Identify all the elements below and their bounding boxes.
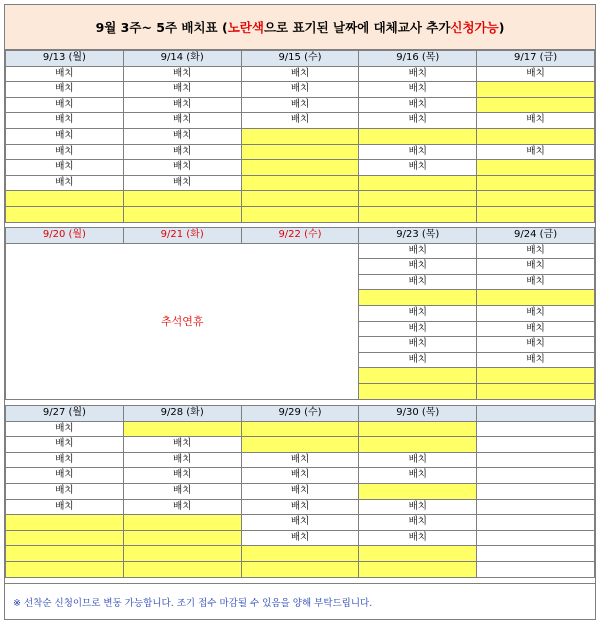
day-header: 9/24 (금) <box>477 228 595 244</box>
table-row <box>6 97 595 113</box>
header-row <box>6 228 595 244</box>
schedule-cell: 배치 <box>241 515 359 531</box>
schedule-cell: 배치 <box>359 337 477 353</box>
open-slot-cell <box>477 383 595 399</box>
schedule-cell <box>477 483 595 499</box>
day-header: 9/21 (화) <box>123 228 241 244</box>
schedule-cell: 배치 <box>359 243 477 259</box>
schedule-cell: 배치 <box>477 113 595 129</box>
schedule-cell: 배치 <box>6 82 124 98</box>
schedule-cell: 배치 <box>123 452 241 468</box>
schedule-cell: 배치 <box>123 82 241 98</box>
open-slot-cell <box>359 128 477 144</box>
open-slot-cell <box>241 144 359 160</box>
schedule-cell: 배치 <box>359 97 477 113</box>
open-slot-cell <box>477 160 595 176</box>
schedule-cell: 배치 <box>123 144 241 160</box>
schedule-cell: 배치 <box>241 113 359 129</box>
schedule-cell: 배치 <box>359 82 477 98</box>
day-header: 9/22 (수) <box>241 228 359 244</box>
day-header: 9/30 (목) <box>359 406 477 422</box>
open-slot-cell <box>241 421 359 437</box>
schedule-cell: 배치 <box>241 468 359 484</box>
open-slot-cell <box>359 191 477 207</box>
footer-notice: ※ 선착순 신청이므로 변동 가능합니다. 조기 접수 마감될 수 있음을 양해 부탁드립니다. <box>5 583 595 619</box>
table-row <box>6 530 595 546</box>
schedule-cell: 배치 <box>359 305 477 321</box>
schedule-cell: 배치 <box>6 499 124 515</box>
open-slot-cell <box>359 290 477 306</box>
title-highlight: 노란색 <box>227 20 264 35</box>
schedule-cell: 배치 <box>6 483 124 499</box>
week-1-table <box>5 50 595 223</box>
schedule-cell: 배치 <box>123 128 241 144</box>
open-slot-cell <box>477 191 595 207</box>
schedule-cell: 배치 <box>241 530 359 546</box>
table-row <box>6 499 595 515</box>
open-slot-cell <box>359 421 477 437</box>
table-row <box>6 191 595 207</box>
schedule-cell <box>477 546 595 562</box>
schedule-cell: 배치 <box>123 113 241 129</box>
schedule-cell: 배치 <box>241 82 359 98</box>
table-row <box>6 483 595 499</box>
schedule-cell: 배치 <box>123 483 241 499</box>
schedule-cell: 배치 <box>241 97 359 113</box>
schedule-cell <box>477 421 595 437</box>
table-row <box>6 546 595 562</box>
open-slot-cell <box>359 206 477 222</box>
day-header: 9/28 (화) <box>123 406 241 422</box>
open-slot-cell <box>477 128 595 144</box>
open-slot-cell <box>241 191 359 207</box>
schedule-cell: 배치 <box>359 352 477 368</box>
day-header: 9/17 (금) <box>477 51 595 67</box>
schedule-cell: 배치 <box>123 437 241 453</box>
open-slot-cell <box>6 515 124 531</box>
day-header: 9/29 (수) <box>241 406 359 422</box>
schedule-cell: 배치 <box>6 160 124 176</box>
table-row <box>6 66 595 82</box>
schedule-cell: 배치 <box>6 468 124 484</box>
schedule-cell: 배치 <box>359 468 477 484</box>
open-slot-cell <box>6 530 124 546</box>
schedule-cell: 배치 <box>123 160 241 176</box>
open-slot-cell <box>477 206 595 222</box>
open-slot-cell <box>241 437 359 453</box>
schedule-cell: 배치 <box>359 530 477 546</box>
table-row <box>6 421 595 437</box>
table-row <box>6 206 595 222</box>
schedule-cell: 배치 <box>241 483 359 499</box>
open-slot-cell <box>359 383 477 399</box>
open-slot-cell <box>123 561 241 577</box>
open-slot-cell <box>359 175 477 191</box>
table-row <box>6 128 595 144</box>
week-3-table <box>5 405 595 578</box>
schedule-cell: 배치 <box>241 452 359 468</box>
schedule-cell: 배치 <box>477 352 595 368</box>
schedule-cell <box>477 468 595 484</box>
schedule-cell <box>477 515 595 531</box>
day-header: 9/27 (월) <box>6 406 124 422</box>
open-slot-cell <box>6 191 124 207</box>
open-slot-cell <box>359 483 477 499</box>
table-row <box>6 515 595 531</box>
open-slot-cell <box>359 368 477 384</box>
day-header: 9/13 (월) <box>6 51 124 67</box>
schedule-cell: 배치 <box>123 499 241 515</box>
day-header: 9/20 (월) <box>6 228 124 244</box>
schedule-cell: 배치 <box>477 66 595 82</box>
schedule-title <box>5 5 595 50</box>
table-row <box>6 243 595 259</box>
schedule-cell: 배치 <box>6 452 124 468</box>
table-row <box>6 437 595 453</box>
open-slot-cell <box>241 206 359 222</box>
schedule-cell: 배치 <box>477 144 595 160</box>
day-header: 9/14 (화) <box>123 51 241 67</box>
day-header: 9/23 (목) <box>359 228 477 244</box>
open-slot-cell <box>123 546 241 562</box>
open-slot-cell <box>123 191 241 207</box>
day-header: 9/16 (목) <box>359 51 477 67</box>
schedule-cell: 배치 <box>477 259 595 275</box>
open-slot-cell <box>477 97 595 113</box>
schedule-cell: 배치 <box>359 499 477 515</box>
schedule-cell: 배치 <box>6 144 124 160</box>
schedule-cell: 배치 <box>477 243 595 259</box>
schedule-cell: 배치 <box>359 113 477 129</box>
table-row <box>6 175 595 191</box>
schedule-cell <box>477 530 595 546</box>
open-slot-cell <box>241 128 359 144</box>
open-slot-cell <box>359 437 477 453</box>
open-slot-cell <box>6 561 124 577</box>
open-slot-cell <box>6 546 124 562</box>
schedule-cell: 배치 <box>6 175 124 191</box>
table-row <box>6 113 595 129</box>
schedule-cell: 배치 <box>123 175 241 191</box>
open-slot-cell <box>241 546 359 562</box>
schedule-cell: 배치 <box>359 321 477 337</box>
schedule-frame <box>4 4 596 620</box>
title-middle: 으로 표기된 날짜에 대체교사 추가 <box>263 20 451 35</box>
schedule-cell: 배치 <box>123 66 241 82</box>
schedule-cell: 배치 <box>123 468 241 484</box>
open-slot-cell <box>123 421 241 437</box>
open-slot-cell <box>359 561 477 577</box>
open-slot-cell <box>241 160 359 176</box>
week-2-table <box>5 227 595 400</box>
schedule-cell: 배치 <box>6 421 124 437</box>
schedule-cell: 배치 <box>359 274 477 290</box>
title-apply: 신청가능 <box>450 20 499 35</box>
open-slot-cell <box>241 175 359 191</box>
table-row <box>6 82 595 98</box>
open-slot-cell <box>123 515 241 531</box>
table-row <box>6 452 595 468</box>
header-row <box>6 51 595 67</box>
schedule-cell: 배치 <box>359 515 477 531</box>
open-slot-cell <box>477 368 595 384</box>
day-header: 9/15 (수) <box>241 51 359 67</box>
open-slot-cell <box>6 206 124 222</box>
schedule-cell: 배치 <box>359 259 477 275</box>
title-close: ) <box>498 19 505 35</box>
open-slot-cell <box>477 175 595 191</box>
schedule-cell: 배치 <box>241 499 359 515</box>
schedule-cell: 배치 <box>359 66 477 82</box>
holiday-closure-cell: 추석연휴 <box>6 243 359 399</box>
schedule-cell <box>477 437 595 453</box>
table-row <box>6 468 595 484</box>
schedule-cell: 배치 <box>6 66 124 82</box>
schedule-cell: 배치 <box>359 144 477 160</box>
schedule-cell: 배치 <box>477 274 595 290</box>
open-slot-cell <box>359 546 477 562</box>
open-slot-cell <box>477 290 595 306</box>
header-row <box>6 406 595 422</box>
open-slot-cell <box>241 561 359 577</box>
title-main: 9월 3주~ 5주 배치표 ( <box>95 20 228 35</box>
table-row <box>6 561 595 577</box>
schedule-cell: 배치 <box>6 128 124 144</box>
schedule-cell: 배치 <box>477 305 595 321</box>
schedule-cell: 배치 <box>6 113 124 129</box>
schedule-cell: 배치 <box>6 437 124 453</box>
schedule-cell: 배치 <box>241 66 359 82</box>
schedule-cell <box>477 561 595 577</box>
table-row <box>6 144 595 160</box>
schedule-cell <box>477 452 595 468</box>
schedule-cell <box>477 499 595 515</box>
schedule-cell: 배치 <box>6 97 124 113</box>
schedule-cell: 배치 <box>477 321 595 337</box>
schedule-cell: 배치 <box>359 160 477 176</box>
table-row <box>6 160 595 176</box>
day-header <box>477 406 595 422</box>
schedule-cell: 배치 <box>359 452 477 468</box>
schedule-cell: 배치 <box>123 97 241 113</box>
schedule-cell: 배치 <box>477 337 595 353</box>
open-slot-cell <box>123 206 241 222</box>
open-slot-cell <box>123 530 241 546</box>
open-slot-cell <box>477 82 595 98</box>
